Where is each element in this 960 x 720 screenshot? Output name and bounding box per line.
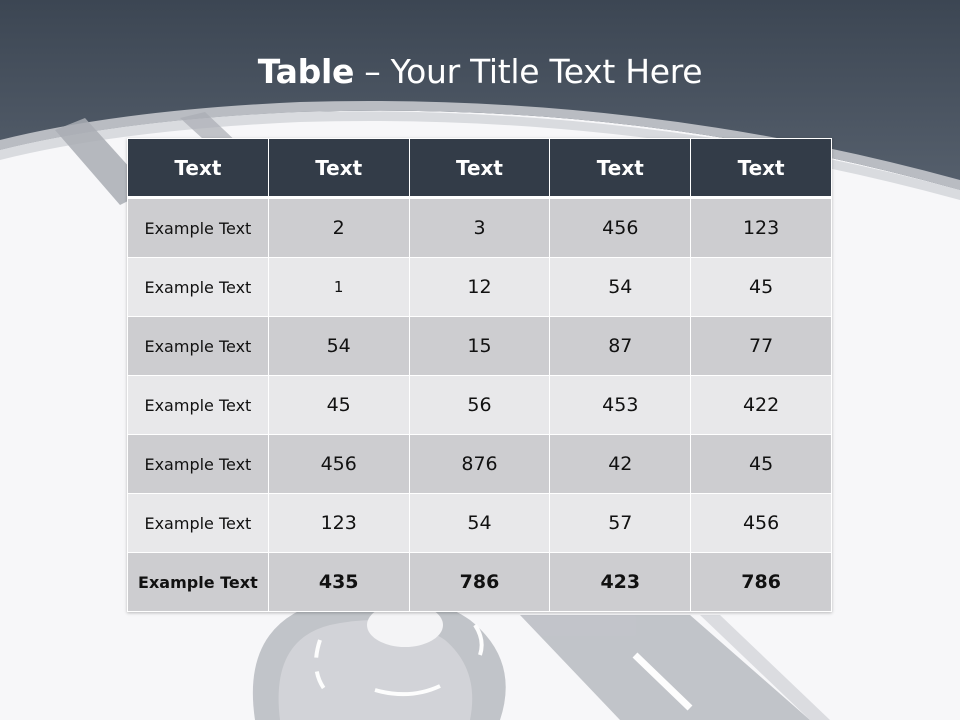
table-cell: 456 (268, 435, 409, 494)
table-cell: 45 (691, 435, 832, 494)
table-header-cell: Text (550, 139, 691, 198)
table-header-cell: Text (128, 139, 269, 198)
table-cell: 423 (550, 553, 691, 612)
table-cell: 54 (550, 258, 691, 317)
table-cell: 45 (691, 258, 832, 317)
slide-title-bold: Table (257, 52, 355, 91)
table-row (128, 198, 832, 258)
table-cell: 45 (268, 376, 409, 435)
table-header-row (128, 139, 832, 198)
row-label: Example Text (128, 435, 269, 494)
table-cell: 876 (409, 435, 550, 494)
table-cell: 786 (691, 553, 832, 612)
data-table (127, 138, 832, 612)
row-label: Example Text (128, 553, 269, 612)
road-loop (253, 596, 830, 720)
table-cell: 1 (268, 258, 409, 317)
table-cell: 123 (268, 494, 409, 553)
table-cell: 456 (550, 198, 691, 258)
table-cell: 2 (268, 198, 409, 258)
row-label: Example Text (128, 258, 269, 317)
slide-title (0, 52, 960, 91)
table-cell: 12 (409, 258, 550, 317)
table-row-total (128, 553, 832, 612)
table-row (128, 317, 832, 376)
table-cell: 56 (409, 376, 550, 435)
table-cell: 15 (409, 317, 550, 376)
table-cell: 87 (550, 317, 691, 376)
table-cell: 57 (550, 494, 691, 553)
table-cell: 3 (409, 198, 550, 258)
table-cell: 42 (550, 435, 691, 494)
table-cell: 435 (268, 553, 409, 612)
table-cell: 77 (691, 317, 832, 376)
table-cell: 123 (691, 198, 832, 258)
row-label: Example Text (128, 376, 269, 435)
slide-title-rest: – Your Title Text Here (354, 52, 703, 91)
table-header-cell: Text (268, 139, 409, 198)
table-header-cell: Text (409, 139, 550, 198)
table-cell: 54 (268, 317, 409, 376)
row-label: Example Text (128, 317, 269, 376)
table-row (128, 435, 832, 494)
table-row (128, 376, 832, 435)
table-row (128, 258, 832, 317)
table-cell: 54 (409, 494, 550, 553)
table-header-cell: Text (691, 139, 832, 198)
row-label: Example Text (128, 494, 269, 553)
table-row (128, 494, 832, 553)
table-cell: 456 (691, 494, 832, 553)
row-label: Example Text (128, 198, 269, 258)
table-cell: 453 (550, 376, 691, 435)
table-cell: 786 (409, 553, 550, 612)
table-cell: 422 (691, 376, 832, 435)
